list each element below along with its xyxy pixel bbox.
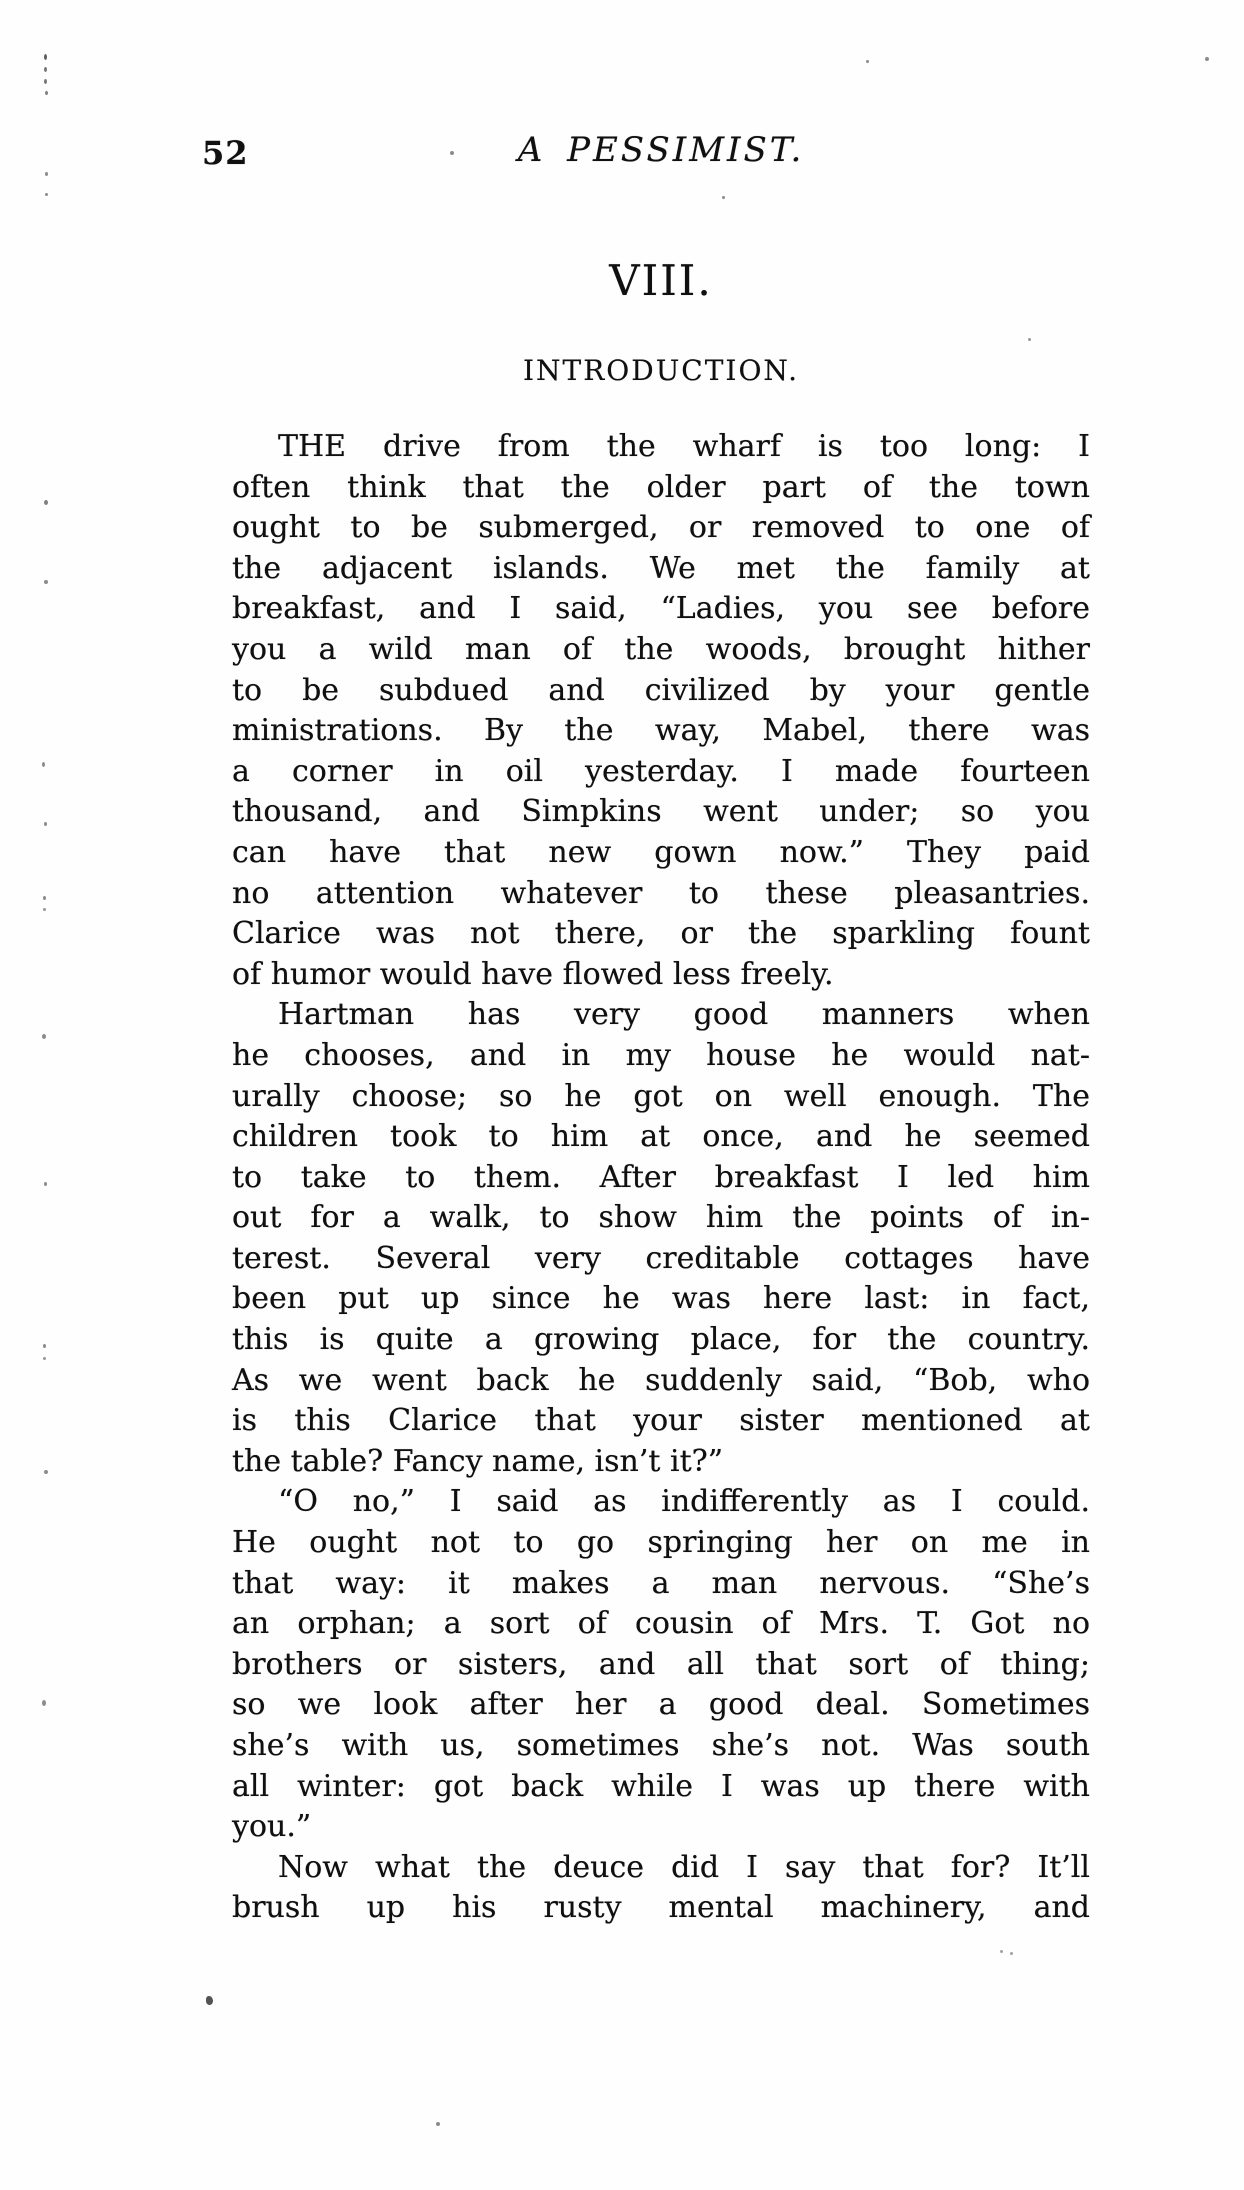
scan-speck [1028,338,1031,341]
text-line: this is quite a growing place, for the country. [232,1322,1090,1358]
text-line: Now what the deuce did I say that for? It’ll [278,1849,1090,1885]
scan-speck [45,172,48,176]
chapter-heading: VIII. [609,256,713,305]
scan-speck [436,2122,440,2126]
scan-speck [43,908,46,911]
text-line: As we went back he suddenly said, “Bob, who [232,1362,1090,1398]
text-line: terest. Several very creditable cottages have [232,1240,1090,1276]
scan-speck [43,1357,46,1360]
text-line: brothers or sisters, and all that sort of thing; [232,1646,1090,1682]
text-line: all winter: got back while I was up there with [232,1768,1090,1804]
paragraph [232,995,1090,1482]
paragraph [232,1848,1090,1929]
text-line: Hartman has very good manners when [278,997,1090,1033]
text-line: “O no,” I said as indifferently as I could. [278,1484,1090,1520]
text-line: an orphan; a sort of cousin of Mrs. T. Got no [232,1606,1090,1642]
text-line: THE drive from the wharf is too long: I [278,429,1090,464]
text-line: been put up since he was here last: in fact, [232,1281,1090,1317]
text-line: so we look after her a good deal. Sometimes [232,1687,1090,1723]
text-line: no attention whatever to these pleasantries. [232,875,1090,911]
text-line: urally choose; so he got on well enough. The [232,1078,1090,1114]
text-line: ministrations. By the way, Mabel, there was [232,713,1090,749]
page-number: 52 [202,134,249,172]
scan-speck [44,79,47,84]
text-line: brush up his rusty mental machinery, and [232,1890,1090,1926]
text-line: is this Clarice that your sister mentioned at [232,1403,1090,1439]
scan-speck [42,1700,46,1706]
scan-speck [722,196,725,199]
scan-speck [450,151,454,155]
scan-speck [866,60,869,63]
text-line: that way: it makes a man nervous. “She’s [232,1565,1090,1601]
scan-speck [44,580,48,584]
text-line: out for a walk, to show him the points of in- [232,1200,1090,1236]
text-line: can have that new gown now.” They paid [232,834,1090,870]
running-title: A PESSIMIST. [517,130,805,170]
text-line: a corner in oil yesterday. I made fourteen [232,753,1090,789]
text-line: you a wild man of the woods, brought hither [232,631,1090,667]
scan-speck [206,1996,213,2005]
text-line: she’s with us, sometimes she’s not. Was south [232,1728,1090,1763]
scan-speck [44,67,47,72]
scan-speck [45,193,48,196]
text-line: children took to him at once, and he seemed [232,1119,1090,1155]
text-line: ought to be submerged, or removed to one of [232,510,1090,546]
scan-speck [1010,1952,1013,1955]
scan-speck [42,762,45,767]
scan-speck [44,1182,47,1186]
scan-speck [43,896,46,900]
section-heading: INTRODUCTION. [522,354,800,387]
text-line: He ought not to go springing her on me in [232,1525,1090,1561]
text-line: you.” [232,1809,312,1845]
scan-speck [43,1344,46,1348]
scan-speck [45,91,48,95]
scan-speck [42,1034,46,1039]
text-line: breakfast, and I said, “Ladies, you see before [232,591,1090,627]
body-text [232,427,1090,1929]
text-line: to be subdued and civilized by your gentle [232,672,1090,708]
text-line: of humor would have flowed less freely. [232,956,834,992]
paragraph [232,1482,1090,1847]
scan-speck [1205,57,1209,61]
scan-speck [44,1470,48,1474]
text-line: he chooses, and in my house he would nat- [232,1037,1090,1073]
text-line: Clarice was not there, or the sparkling fount [232,916,1090,952]
scan-speck [44,54,47,60]
scan-speck [1000,1950,1003,1953]
scan-speck [44,822,47,826]
text-line: often think that the older part of the town [232,469,1090,505]
scan-speck [44,500,48,505]
text-line: the table? Fancy name, isn’t it?” [232,1443,724,1479]
text-line: the adjacent islands. We met the family at [232,550,1090,586]
paragraph [232,427,1090,995]
text-line: thousand, and Simpkins went under; so you [232,794,1090,830]
text-line: to take to them. After breakfast I led him [232,1159,1090,1195]
